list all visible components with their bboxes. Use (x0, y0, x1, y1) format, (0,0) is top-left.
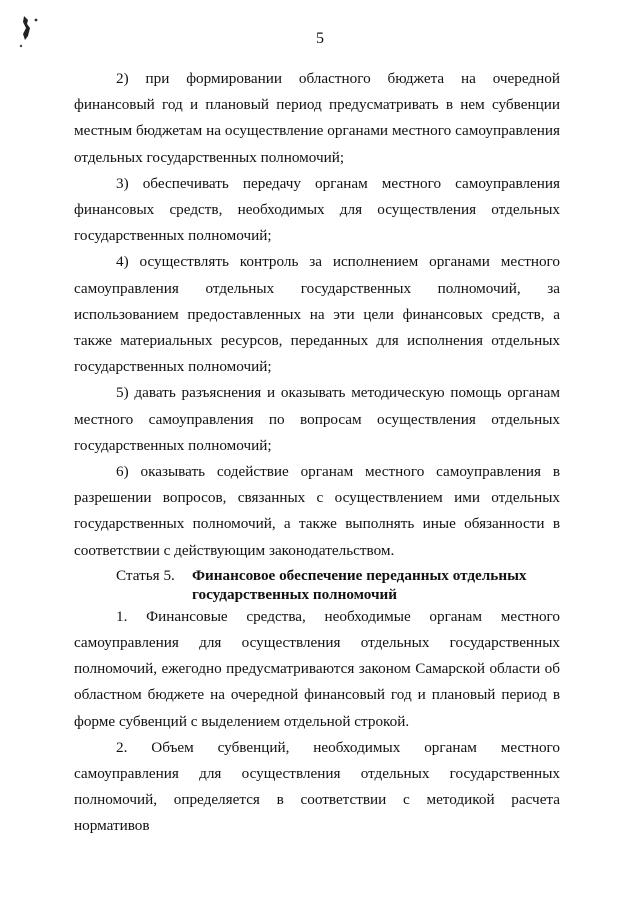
paragraph-clause-2: 2. Объем субвенций, необходимых органам местного самоуправления для осуществления отдельных государственных полномочий, определяется в соответствии с методикой расчета нормативов (74, 738, 560, 835)
page-number: 5 (316, 30, 324, 47)
document-body (74, 66, 560, 840)
paragraph-item-3: 3) обеспечивать передачу органам местного самоуправления финансовых средств, необходимых для осуществления отдельных государственных полномочий; (74, 174, 560, 245)
article-title: Финансовое обеспечение переданных отдельных государственных полномочий (192, 566, 527, 603)
paragraph-item-2: 2) при формировании областного бюджета на очередной финансовый год и плановый период предусматривать в нем субвенции местным бюджетам на осуществление органами местного самоуправления отдельных государственных полномочий; (74, 70, 560, 166)
paragraph-item-5: 5) давать разъяснения и оказывать методическую помощь органам местного самоуправления по вопросам осуществления отдельных государственных полномочий; (74, 384, 560, 454)
paragraph-clause-1: 1. Финансовые средства, необходимые органам местного самоуправления для осуществления отдельных государственных полномочий, ежегодно предусматриваются законом Самарской области об областном бюджете на очередной финансовый год и плановый период в форме субвенций с выделением отдельной строкой. (74, 607, 560, 730)
paragraph-item-4: 4) осуществлять контроль за исполнением органами местного самоуправления отдельных государственных полномочий, за использованием предоставленных на эти цели финансовых средств, а также материальных ресурсов, переданных для исполнения отдельных государственных полномочий; (74, 253, 560, 376)
article-label: Статья 5. (116, 566, 175, 584)
article-heading (74, 566, 560, 604)
paragraph-item-6: 6) оказывать содействие органам местного самоуправления в разрешении вопросов, связанных с осуществлением ими отдельных государственных полномочий, а также выполнять иные обязанности в соответствии с действующим законодательством. (74, 463, 560, 559)
